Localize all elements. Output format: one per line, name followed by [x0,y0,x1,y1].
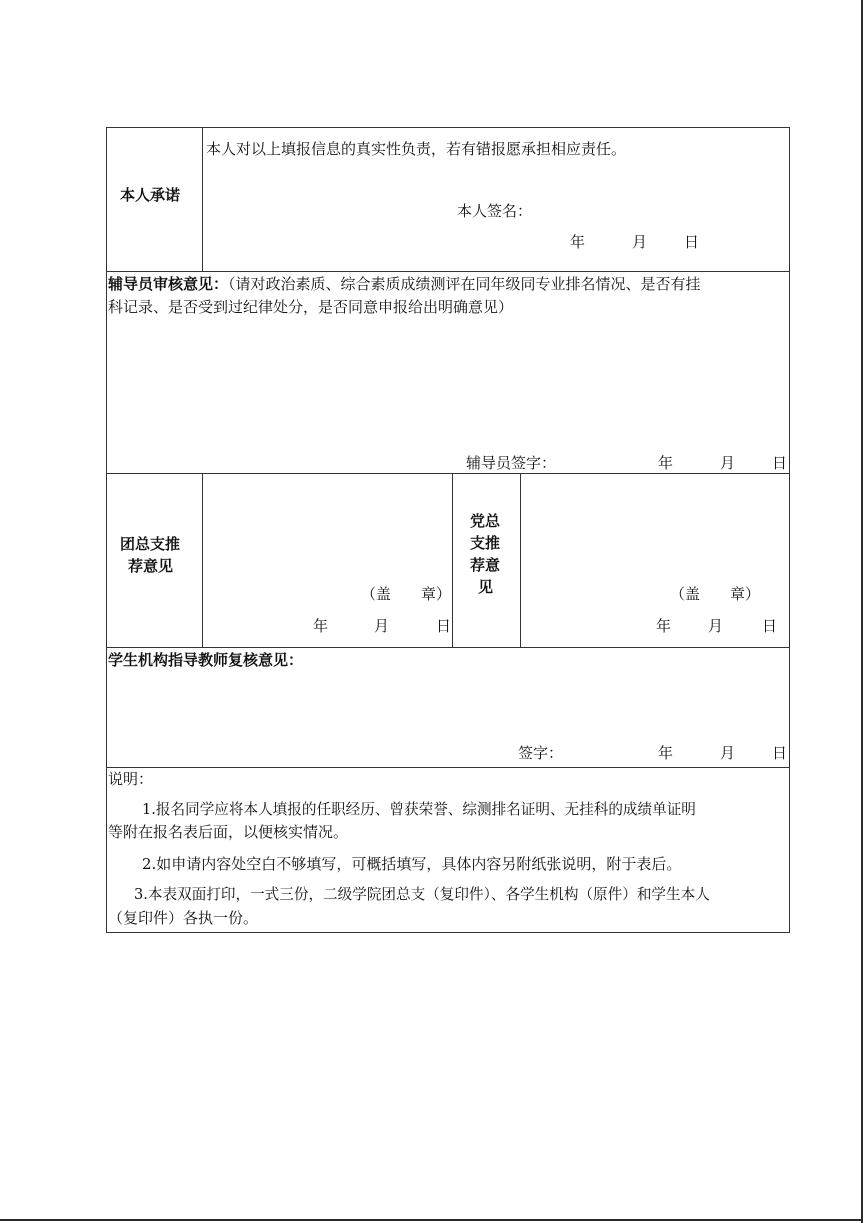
mentor-signature-label: 签字： [518,744,564,762]
league-seal: （盖 章） [361,585,452,603]
mentor-year: 年 [658,744,674,762]
party-day: 日 [762,617,778,635]
note-1-line1: 1.报名同学应将本人填报的任职经历、曾获荣誉、综测排名证明、无挂科的成绩单证明 [142,801,696,818]
league-day: 日 [436,617,452,635]
party-label-line4: 见 [478,578,494,596]
note-2: 2.如申请内容处空白不够填写，可概括填写，具体内容另附纸张说明，附于表后。 [142,855,682,873]
party-label-line1: 党总 [470,512,501,530]
commitment-signature-label: 本人签名： [457,202,533,220]
counselor-title: 辅导员审核意见： [108,275,229,293]
application-form-table [106,127,790,933]
commitment-statement: 本人对以上填报信息的真实性负责，若有错报愿承担相应责任。 [206,140,627,158]
page-edge-bottom [0,1219,863,1221]
counselor-year: 年 [658,454,674,472]
party-year: 年 [656,617,672,635]
party-seal: （盖 章） [670,585,761,603]
commitment-label: 本人承诺 [120,186,181,204]
league-month: 月 [374,617,390,635]
counselor-instructions-line2: 科记录、是否受到过纪律处分，是否同意申报给出明确意见） [108,298,514,316]
note-3-line2: （复印件）各执一份。 [108,909,259,927]
league-label-line2: 荐意见 [128,557,174,575]
counselor-signature-label: 辅导员签字： [466,454,557,472]
mentor-title: 学生机构指导教师复核意见： [108,651,304,669]
counselor-instructions-line1 [108,273,701,295]
notes-title: 说明： [108,770,154,788]
commitment-day: 日 [684,233,700,251]
counselor-day: 日 [772,454,788,472]
mentor-day: 日 [772,744,788,762]
party-label-line3: 荐意 [470,556,501,574]
counselor-month: 月 [720,454,736,472]
mentor-month: 月 [720,744,736,762]
party-month: 月 [708,617,724,635]
note-3-line1: 3.本表双面打印，一式三份，二级学院团总支（复印件）、各学生机构（原件）和学生本人 [134,886,710,903]
league-year: 年 [313,617,329,635]
counselor-instructions: （请对政治素质、综合素质成绩测评在同年级同专业排名情况、是否有挂 [228,275,701,293]
party-content-cell[interactable] [520,473,790,648]
party-label-line2: 支推 [470,534,501,552]
league-label-line1: 团总支推 [120,535,181,553]
commitment-month: 月 [632,233,648,251]
note-1-line2: 等附在报名表后面，以便核实情况。 [108,823,349,841]
commitment-year: 年 [570,233,586,251]
page-edge-right [861,0,863,1223]
